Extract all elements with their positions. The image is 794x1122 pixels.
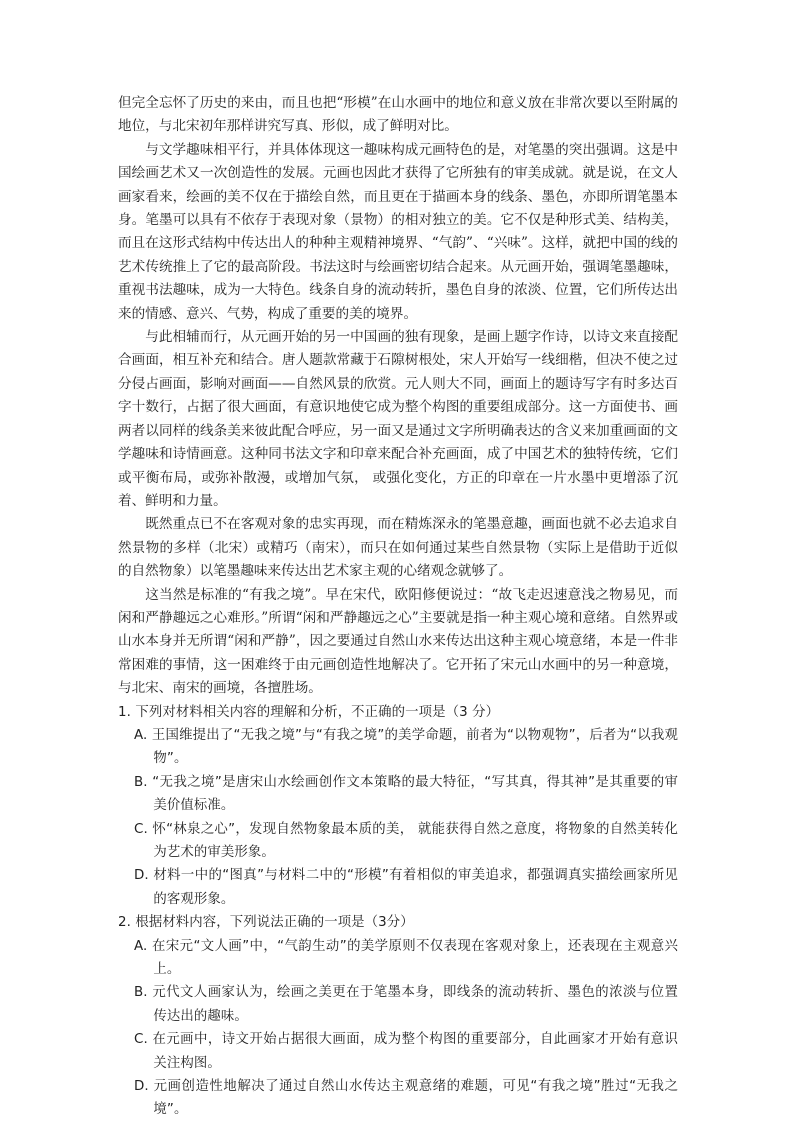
- exam-page: [118, 92, 678, 1122]
- passage-paragraph-4: 既然重点已不在客观对象的忠实再现，而在精炼深永的笔墨意趣，画面也就不必去追求自然景物的多样（北宋）或精巧（南宋），而只在如何通过某些自然景物（实际上是借助于近似的自然物象）以笔墨趣味来传达出艺术家主观的心绪观念就够了。: [118, 516, 678, 580]
- option-b: B. “无我之境”是唐宋山水绘画创作文本策略的最大特征，“写其真，得其神”是其重要的审美价值标准。: [134, 774, 678, 814]
- option-b: B. 元代文人画家认为，绘画之美更在于笔墨本身，即线条的流动转折、墨色的浓淡与位置传达出的趣味。: [134, 985, 678, 1024]
- option-c: C. 怀“林泉之心”，发现自然物象最本质的美， 就能获得自然之意度，将物象的自然美转化为艺术的审美形象。: [134, 821, 678, 860]
- question-stem: 1. 下列对材料相关内容的理解和分析，不正确的一项是（3 分）: [118, 704, 500, 720]
- passage-paragraph-3: 与此相辅而行，从元画开始的另一中国画的独有现象，是画上题字作诗，以诗文来直接配合画面，相互补充和结合。唐人题款常藏于石隙树根处，宋人开始写一线细楷，但决不使之过分侵占画面，影响对画面——自然风景的欣赏。元人则大不同，画面上的题诗写字有时多达百字十数行，占据了很大画面，有意识地使它成为整个构图的重要组成部分。这一方面使书、画两者以同样的线条美来彼此配合呼应，另一面又是通过文字所明确表达的含义来加重画面的文学趣味和诗情画意。这种同书法文字和印章来配合补充画面，成了中国艺术的独特传统，它们或平衡布局，或弥补散漫，或增加气氛， 或强化变化，方正的印章在一片水墨中更增添了沉着、鲜明和力量。: [118, 329, 678, 509]
- passage-paragraph-1: 但完全忘怀了历史的来由，而且也把“形模”在山水画中的地位和意义放在非常次要以至附属的地位，与北宋初年那样讲究写真、形似，成了鲜明对比。: [118, 95, 678, 135]
- passage-paragraph-5: 这当然是标准的“有我之境”。早在宋代，欧阳修便说过：“故飞走迟速意浅之物易见，而闲和严静趣远之心难形。”所谓“闲和严静趣远之心”主要就是指一种主观心境和意绪。自然界或山水本身并无所谓“闲和严静”，因之要通过自然山水来传达出这种主观心境意绪，本是一件非常困难的事情，这一困难终于由元画创造性地解决了。它开拓了宋元山水画中的另一种意境，与北宋、南宋的画境，各擅胜场。: [118, 586, 678, 697]
- option-c: C. 在元画中，诗文开始占据很大画面，成为整个构图的重要部分，自此画家才开始有意识关注构图。: [134, 1032, 678, 1071]
- option-d: D. 元画创造性地解决了通过自然山水传达主观意绪的难题，可见“有我之境”胜过“无我之境”。: [134, 1079, 678, 1118]
- option-d: D. 材料一中的“图真”与材料二中的“形模”有着相似的审美追求，都强调真实描绘画家所见的客观形象。: [134, 868, 678, 907]
- question-1: [118, 701, 678, 912]
- question-2: [118, 911, 678, 1122]
- option-a: A. 王国维提出了“无我之境”与“有我之境”的美学命题，前者为“以物观物”，后者为“以我观物”。: [134, 727, 678, 767]
- passage-paragraph-2: 与文学趣味相平行，并具体体现这一趣味构成元画特色的是，对笔墨的突出强调。这是中国绘画艺术又一次创造性的发展。元画也因此才获得了它所独有的审美成就。就是说，在文人画家看来，绘画的美不仅在于描绘自然，而且更在于描画本身的线条、墨色，亦即所谓笔墨本身。笔墨可以具有不依存于表现对象（景物）的相对独立的美。它不仅是种形式美、结构美，而且在这形式结构中传达出人的种种主观精神境界、“气韵”、“兴味”。这样，就把中国的线的艺术传统推上了它的最高阶段。书法这时与绘画密切结合起来。从元画开始，强调笔墨趣味，重视书法趣味，成为一大特色。线条自身的流动转折，墨色自身的浓淡、位置，它们所传达出来的情感、意兴、气势，构成了重要的美的境界。: [118, 141, 678, 322]
- reading-passage: [118, 92, 678, 701]
- question-list: [118, 701, 678, 1122]
- question-stem: 2. 根据材料内容，下列说法正确的一项是（3分）: [118, 915, 414, 931]
- option-a: A. 在宋元“文人画”中，“气韵生动”的美学原则不仅表现在客观对象上，还表现在主观意兴上。: [134, 938, 678, 978]
